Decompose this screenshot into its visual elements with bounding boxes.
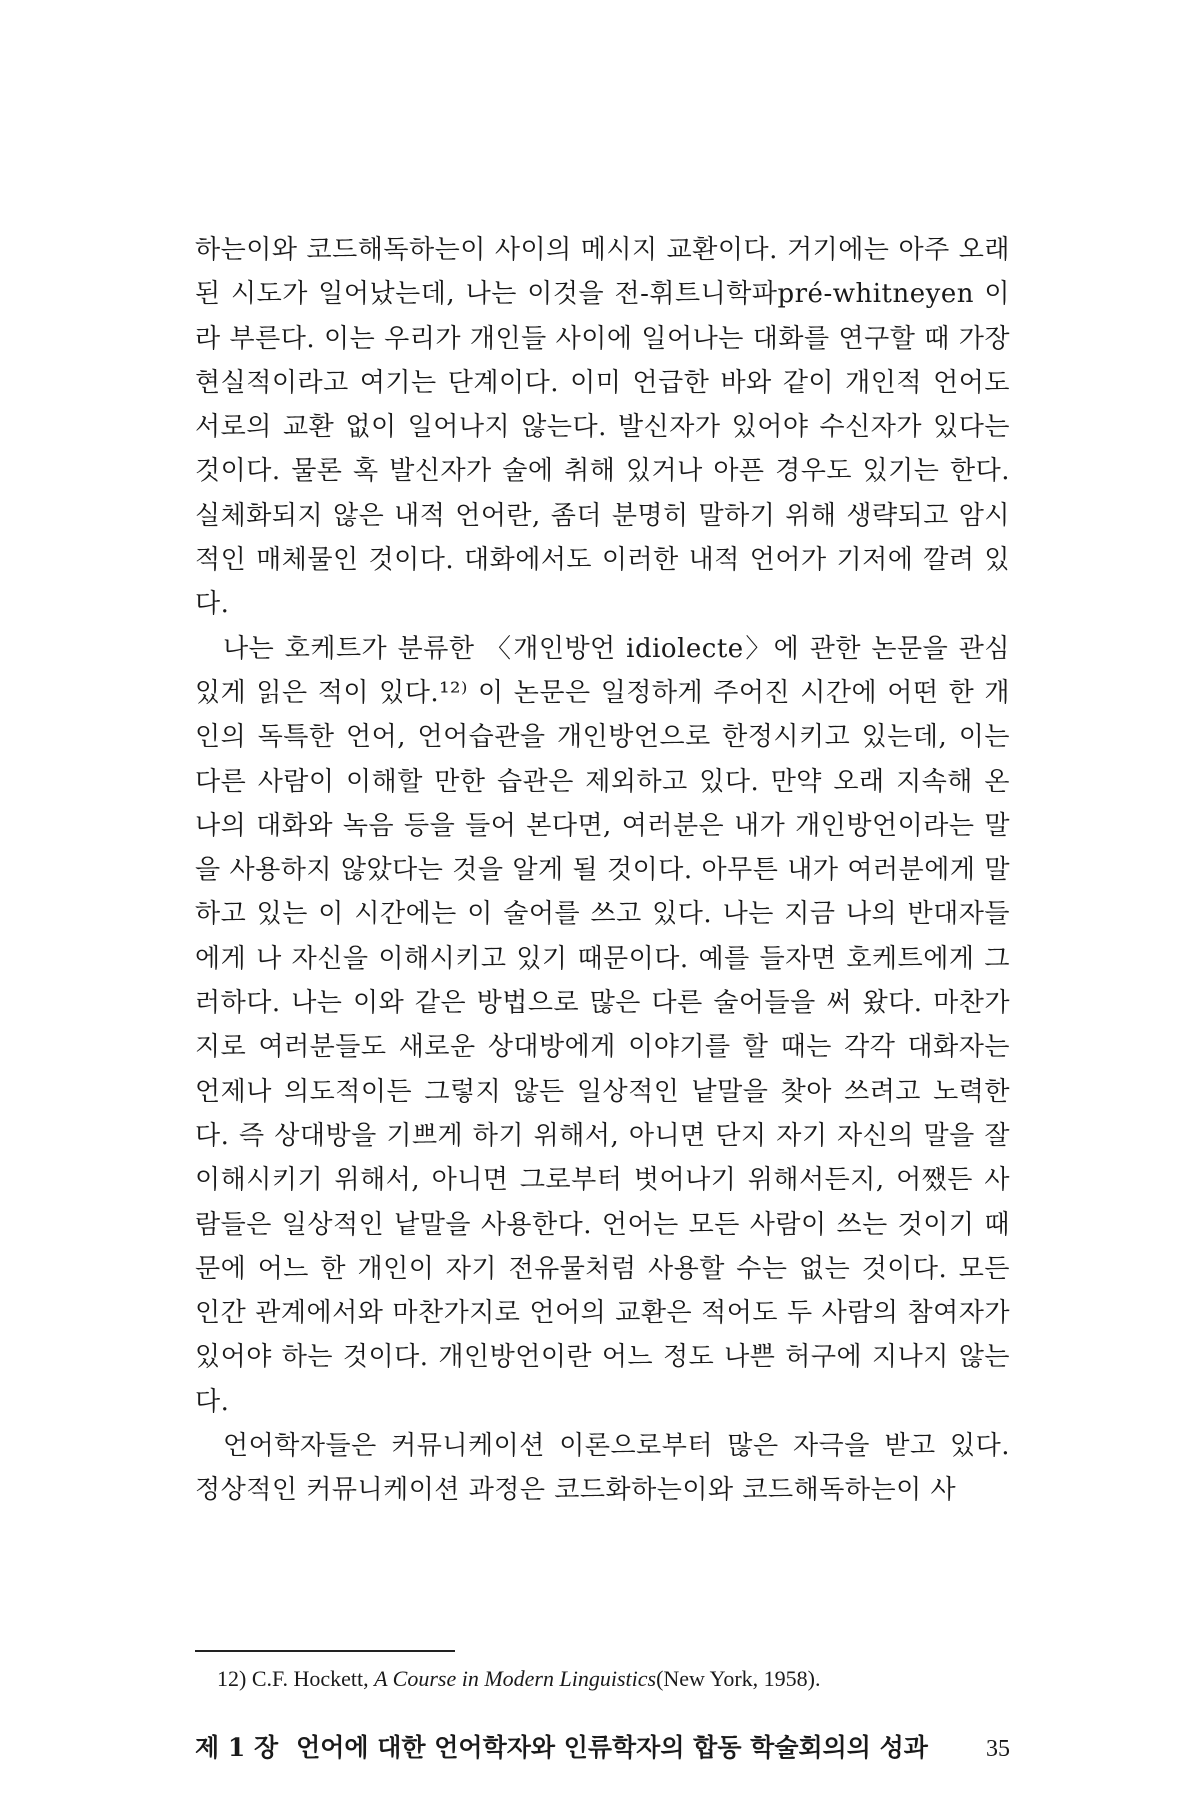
footer-chapter: 제 1 장 — [195, 1733, 279, 1762]
paragraph-2: 나는 호케트가 분류한 〈개인방언 idiolecte〉에 관한 논문을 관심있게 읽은 적이 있다.¹²⁾ 이 논문은 일정하게 주어진 시간에 어떤 한 개인의 독특한 언어, 언어습관을 개인방언으로 한정시키고 있는데, 이는 다른 사람이 이해할 만한 습관은 제외하고 있다. 만약 오래 지속해 온 나의 대화와 녹음 등을 들어 본다면, 여러분은 내가 개인방언이라는 말을 사용하지 않았다는 것을 알게 될 것이다. 아무튼 내가 여러분에게 말하고 있는 이 시간에는 이 술어를 쓰고 있다. 나는 지금 나의 반대자들에게 나 자신을 이해시키고 있기 때문이다. 예를 들자면 호케트에게 그러하다. 나는 이와 같은 방법으로 많은 다른 술어들을 써 왔다. 마찬가지로 여러분들도 새로운 상대방에게 이야기를 할 때는 각각 대화자는 언제나 의도적이든 그렇지 않든 일상적인 낱말을 찾아 쓰려고 노력한다. 즉 상대방을 기쁘게 하기 위해서, 아니면 단지 자기 자신의 말을 잘 이해시키기 위해서, 아니면 그로부터 벗어나기 위해서든지, 어쨌든 사람들은 일상적인 낱말을 사용한다. 언어는 모든 사람이 쓰는 것이기 때문에 어느 한 개인이 자기 전유물처럼 사용할 수는 없는 것이다. 모든 인간 관계에서와 마찬가지로 언어의 교환은 적어도 두 사람의 참여자가 있어야 하는 것이다. 개인방언이란 어느 정도 나쁜 허구에 지나지 않는다. — [195, 633, 1010, 1417]
footnote-12 — [195, 1664, 1010, 1694]
footnote-area — [195, 1650, 1010, 1694]
footer-title: 언어에 대한 언어학자와 인류학자의 합동 학술회의의 성과 — [296, 1733, 928, 1762]
footnote-number: 12) — [217, 1666, 247, 1691]
footnote-rule — [195, 1650, 455, 1652]
footnote-book-title: A Course in Modern Linguistics — [374, 1666, 657, 1691]
footnote-author: C.F. Hockett, — [251, 1666, 369, 1691]
paragraph-1: 하는이와 코드해독하는이 사이의 메시지 교환이다. 거기에는 아주 오래된 시도가 일어났는데, 나는 이것을 전-휘트니학파pré-whitneyen 이라 부른다. 이는 우리가 개인들 사이에 일어나는 대화를 연구할 때 가장 현실적이라고 여기는 단계이다. 이미 언급한 바와 같이 개인적 언어도 서로의 교환 없이 일어나지 않는다. 발신자가 있어야 수신자가 있다는 것이다. 물론 혹 발신자가 술에 취해 있거나 아픈 경우도 있기는 한다. 실체화되지 않은 내적 언어란, 좀더 분명히 말하기 위해 생략되고 암시적인 매체물인 것이다. 대화에서도 이러한 내적 언어가 기저에 깔려 있다. — [195, 235, 1010, 620]
running-footer — [195, 1728, 1010, 1764]
page-body — [195, 228, 1010, 1513]
page-number: 35 — [986, 1736, 1010, 1762]
paragraph-3: 언어학자들은 커뮤니케이션 이론으로부터 많은 자극을 받고 있다. 정상적인 커뮤니케이션 과정은 코드화하는이와 코드해독하는이 사 — [195, 1431, 1010, 1506]
footnote-publication: (New York, 1958). — [656, 1666, 821, 1691]
